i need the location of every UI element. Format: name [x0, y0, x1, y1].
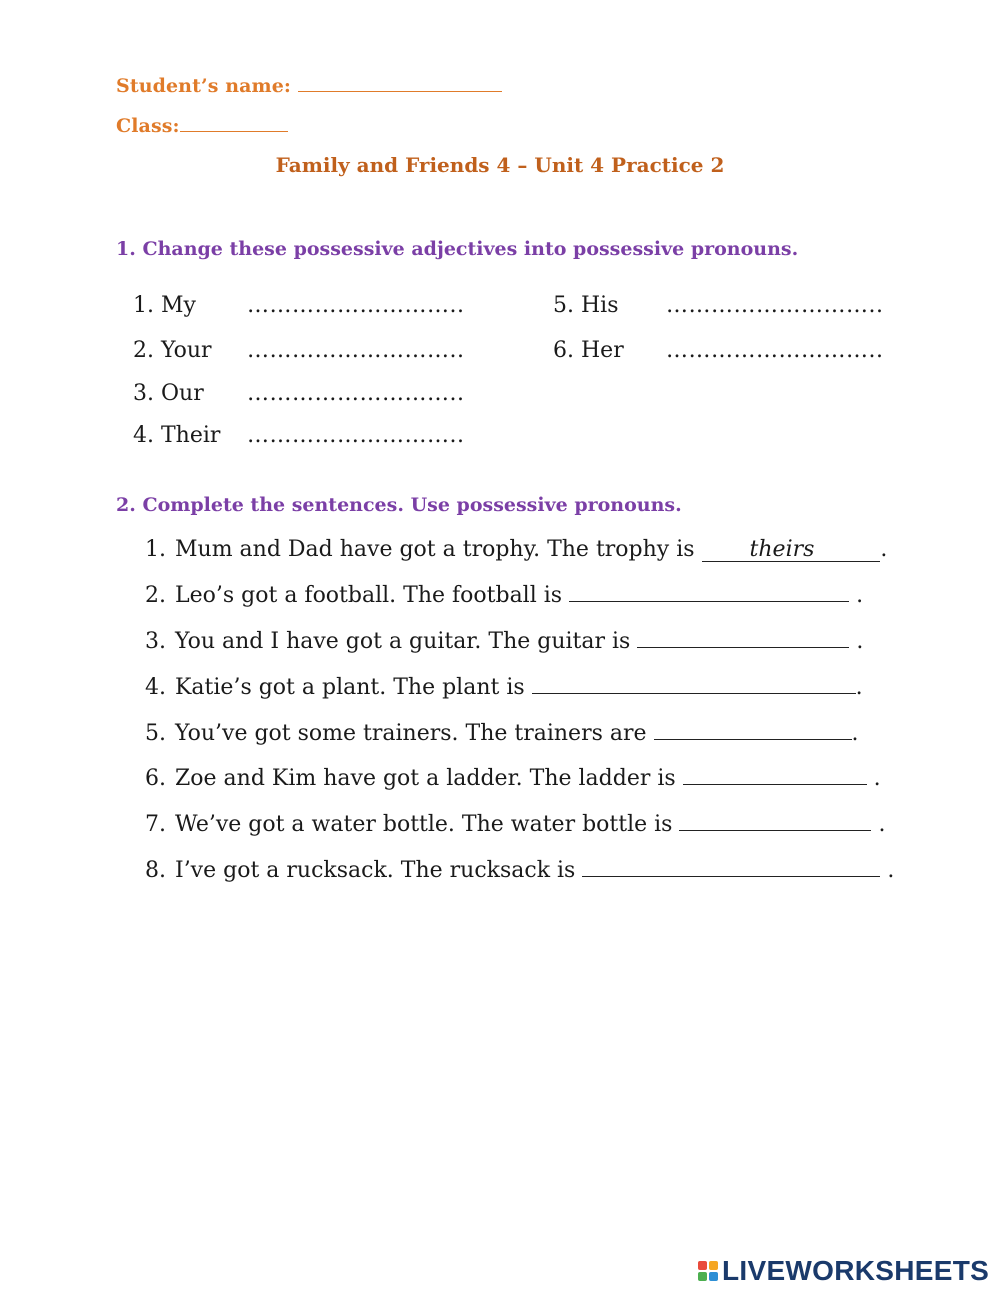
sentence-end: .	[880, 537, 888, 562]
sentence-number: 2.	[145, 583, 166, 608]
sentence	[145, 766, 881, 791]
sentence	[145, 721, 859, 746]
worksheet-title: Family and Friends 4 – Unit 4 Practice 2	[275, 153, 725, 177]
task2-heading: 2. Complete the sentences. Use possessive pronouns.	[116, 494, 682, 516]
logo-square	[698, 1272, 707, 1281]
logo-square	[709, 1261, 718, 1270]
task1-item-label: 3. Our	[133, 381, 204, 406]
task1-item-label: 6. Her	[553, 338, 624, 363]
logo-mark-icon	[698, 1261, 718, 1281]
sentence-text: Mum and Dad have got a trophy. The trophy is	[175, 537, 695, 562]
student-name-field[interactable]	[298, 77, 502, 92]
sentence-end: .	[849, 629, 864, 654]
sentence-text: You’ve got some trainers. The trainers are	[175, 721, 647, 746]
answer-blank[interactable]	[532, 675, 856, 694]
task1-answer-field[interactable]: ………………………..	[247, 423, 465, 448]
class-label: Class:	[116, 115, 180, 137]
task1-answer-field[interactable]: ………………………..	[666, 338, 884, 363]
answer-blank[interactable]	[654, 721, 852, 740]
sentence	[145, 537, 887, 562]
answer-blank[interactable]	[683, 766, 867, 785]
task1-item-label: 2. Your	[133, 338, 212, 363]
logo-square	[698, 1261, 707, 1270]
sentence-text: Leo’s got a football. The football is	[175, 583, 563, 608]
sentence-number: 5.	[145, 721, 166, 746]
sentence-text: Katie’s got a plant. The plant is	[175, 675, 525, 700]
sentence-number: 1.	[145, 537, 166, 562]
task1-answer-field[interactable]: ………………………..	[247, 293, 465, 318]
student-name-row	[116, 75, 502, 97]
sentence	[145, 812, 885, 837]
sentence-number: 3.	[145, 629, 166, 654]
sentence-end: .	[866, 766, 881, 791]
sentence	[145, 858, 894, 883]
sentence-end: .	[851, 721, 859, 746]
sentence-text: We’ve got a water bottle. The water bottle is	[175, 812, 673, 837]
task1-answer-field[interactable]: ………………………..	[247, 338, 465, 363]
answer-blank[interactable]	[679, 812, 871, 831]
class-row	[116, 115, 288, 137]
sentence-end: .	[871, 812, 886, 837]
sentence-text: I’ve got a rucksack. The rucksack is	[175, 858, 576, 883]
sentence-number: 6.	[145, 766, 166, 791]
sentence-text: You and I have got a guitar. The guitar is	[175, 629, 631, 654]
student-name-label: Student’s name:	[116, 75, 292, 97]
sentence-number: 8.	[145, 858, 166, 883]
task1-item-label: 4. Their	[133, 423, 221, 448]
task1-answer-field[interactable]: ………………………..	[666, 293, 884, 318]
logo-text: LIVEWORKSHEETS	[722, 1255, 990, 1286]
task1-answer-field[interactable]: ………………………..	[247, 381, 465, 406]
example-answer: theirs	[702, 539, 881, 562]
sentence-number: 7.	[145, 812, 166, 837]
class-field[interactable]	[180, 117, 288, 132]
sentence-end: .	[849, 583, 864, 608]
sentence-text: Zoe and Kim have got a ladder. The ladder is	[175, 766, 676, 791]
task1-item-label: 1. My	[133, 293, 196, 318]
answer-blank[interactable]	[582, 858, 880, 877]
sentence-end: .	[855, 675, 863, 700]
sentence-number: 4.	[145, 675, 166, 700]
liveworksheets-logo	[698, 1251, 989, 1291]
sentence-end: .	[880, 858, 895, 883]
task1-item-label: 5. His	[553, 293, 619, 318]
logo-square	[709, 1272, 718, 1281]
sentence	[145, 675, 863, 700]
sentence	[145, 629, 863, 654]
answer-blank[interactable]	[569, 583, 849, 602]
task1-heading: 1. Change these possessive adjectives into possessive pronouns.	[116, 238, 799, 260]
sentence	[145, 583, 863, 608]
answer-blank[interactable]	[637, 629, 849, 648]
